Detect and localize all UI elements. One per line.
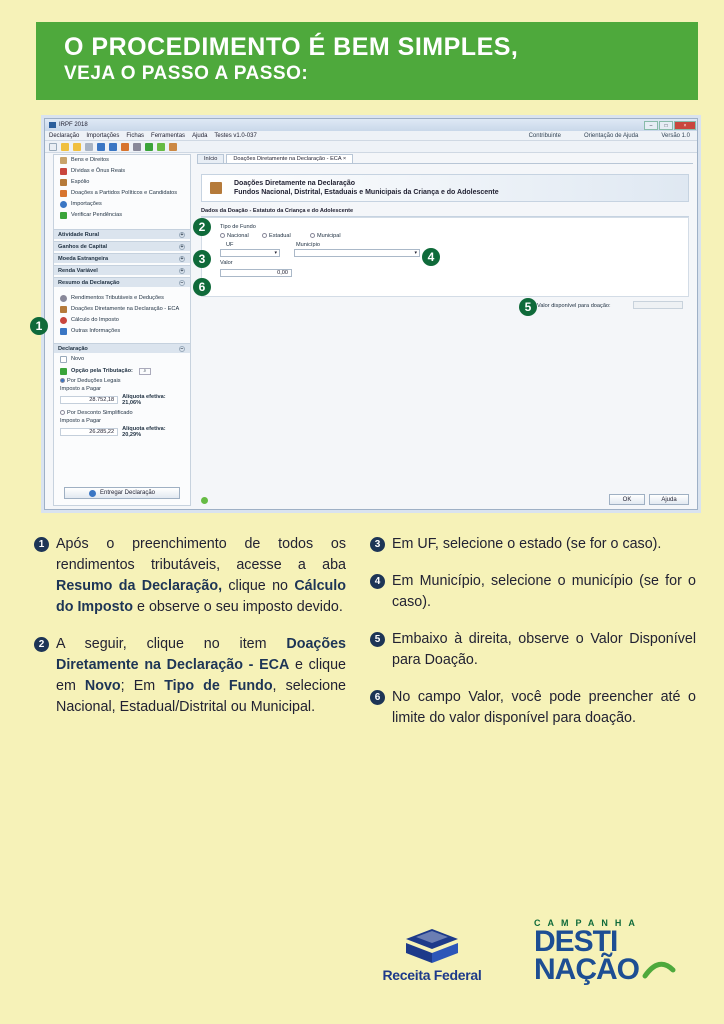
imposto-desconto-value: 26.285,22 <box>60 428 118 436</box>
expand-icon: + <box>180 267 184 274</box>
imposto-deducoes-value: 28.752,18 <box>60 396 118 404</box>
sidebar-item-outras[interactable]: Outras Informações <box>54 326 190 337</box>
step-2: 2 A seguir, clique no item Doações Diretamente na Declaração - ECA e clique em Novo; Em Tipo de Fundo, selecione Nacional, Estadual/Distrital ou Municipal. <box>34 634 346 718</box>
imposto-desconto-row <box>60 426 184 438</box>
expand-icon: + <box>180 231 184 238</box>
step-5: 5 Embaixo à direita, observe o Valor Disponível para Doação. <box>370 629 696 671</box>
menu-importacoes[interactable]: Importações <box>86 132 120 139</box>
badge-2: 2 <box>193 218 211 236</box>
donation-icon <box>210 182 222 194</box>
menu-fichas[interactable]: Fichas <box>126 132 145 139</box>
ajuda-button[interactable]: Ajuda <box>649 494 689 505</box>
sidebar-item-partidos[interactable]: Doações a Partidos Políticos e Candidatos <box>54 188 190 199</box>
sidebar-item-rendimentos[interactable]: Rendimentos Tributáveis e Deduções <box>54 293 190 304</box>
tab-inicio[interactable]: Início <box>197 154 224 163</box>
tab-doacoes-eca[interactable]: Doações Diretamente na Declaração - ECA × <box>226 154 353 163</box>
check-icon <box>60 212 67 219</box>
sidebar-item-espolio[interactable]: Espólio <box>54 177 190 188</box>
page-title: Doações Diretamente na Declaração <box>234 180 355 187</box>
donation-icon <box>60 306 67 313</box>
badge-5: 5 <box>519 298 537 316</box>
sidebar-item-calculo[interactable]: Cálculo do Imposto <box>54 315 190 326</box>
save-icon[interactable] <box>97 143 105 151</box>
report-icon[interactable] <box>157 143 165 151</box>
window-titlebar <box>45 119 697 131</box>
desti-text: DESTI <box>534 925 618 958</box>
open-folder-icon[interactable] <box>61 143 69 151</box>
aliquota-desconto: Alíquota efetiva: 20,29% <box>122 426 166 438</box>
radio-desconto[interactable]: Por Desconto Simplificado <box>54 409 190 417</box>
valor-disponivel-label: Valor disponível para doação: <box>537 303 611 309</box>
tipo-fundo-label: Tipo de Fundo <box>220 224 256 230</box>
toolbar <box>45 141 697 153</box>
radio-estadual[interactable]: Estadual <box>262 233 291 239</box>
step-3-number: 3 <box>370 537 385 552</box>
ok-button[interactable]: OK <box>609 494 645 505</box>
step-5-number: 5 <box>370 632 385 647</box>
nacao-text: NAÇÃO <box>534 953 639 986</box>
menu-ferramentas[interactable]: Ferramentas <box>151 132 186 139</box>
banner-title-line2: VEJA O PASSO A PASSO: <box>64 63 309 84</box>
badge-3: 3 <box>193 250 211 268</box>
document-icon <box>60 295 67 302</box>
page-header <box>201 174 689 202</box>
close-button[interactable]: × <box>674 121 696 130</box>
collapse-icon: − <box>180 345 184 352</box>
import-icon[interactable] <box>109 143 117 151</box>
valor-input[interactable]: 0,00 <box>220 269 292 277</box>
banner-title-line1: O PROCEDIMENTO É BEM SIMPLES, <box>64 33 519 61</box>
new-file-icon[interactable] <box>49 143 57 151</box>
step-4: 4 Em Município, selecione o município (se for o caso). <box>370 571 696 613</box>
search-icon[interactable]: ⌕ <box>139 368 151 375</box>
debt-icon <box>60 168 67 175</box>
sidebar-item-doacoes-eca[interactable]: Doações Diretamente na Declaração - ECA <box>54 304 190 315</box>
step-2-number: 2 <box>34 637 49 652</box>
valor-disponivel-field <box>633 301 683 309</box>
section-resumo-declaracao[interactable]: Resumo da Declaração − <box>54 277 190 287</box>
receita-federal-emblem-icon <box>376 925 488 967</box>
aliquota-deducoes: Alíquota efetiva: 21,06% <box>122 394 166 406</box>
steps-right-column <box>370 534 696 745</box>
valor-label: Valor <box>220 260 233 266</box>
info-icon <box>60 328 67 335</box>
status-icon <box>201 497 208 504</box>
section-renda-variavel[interactable]: Renda Variável + <box>54 265 190 275</box>
badge-4: 4 <box>422 248 440 266</box>
step-3: 3 Em UF, selecione o estado (se for o caso). <box>370 534 696 555</box>
step-4-number: 4 <box>370 574 385 589</box>
radio-nacional[interactable]: Nacional <box>220 233 249 239</box>
destinacao-logo <box>534 918 706 998</box>
menu-testes[interactable]: Testes v1.0-037 <box>214 132 257 139</box>
step-6-number: 6 <box>370 690 385 705</box>
folder-icon[interactable] <box>73 143 81 151</box>
section-moeda-estrangeira[interactable]: Moeda Estrangeira + <box>54 253 190 263</box>
main-panel <box>197 154 693 506</box>
print-icon[interactable] <box>133 143 141 151</box>
menu-bar <box>45 131 697 141</box>
contribuinte-link[interactable]: Contribuinte <box>528 132 561 139</box>
coins-icon <box>60 368 67 375</box>
calculator-icon <box>60 317 67 324</box>
badge-1: 1 <box>30 317 48 335</box>
app-icon <box>49 122 56 128</box>
uf-select[interactable]: ▾ <box>220 249 280 257</box>
page-subtitle: Fundos Nacional, Distrital, Estaduais e Municipais da Criança e do Adolescente <box>234 189 499 196</box>
nacao-row <box>534 953 706 986</box>
sidebar-item-bens[interactable]: Bens e Direitos <box>54 155 190 166</box>
minimize-button[interactable]: – <box>644 121 658 130</box>
house-icon <box>60 157 67 164</box>
delete-icon[interactable] <box>85 143 93 151</box>
sidebar-item-dividas[interactable]: Dívidas e Ônus Reais <box>54 166 190 177</box>
sidebar <box>53 154 191 506</box>
people-icon <box>60 179 67 186</box>
receita-federal-logo <box>376 925 488 987</box>
sidebar-item-novo[interactable]: Novo <box>54 354 190 365</box>
book-icon[interactable] <box>169 143 177 151</box>
import-icon <box>60 201 67 208</box>
imposto-deducoes-row <box>60 394 184 406</box>
send-icon <box>89 490 96 497</box>
donation-icon <box>60 190 67 197</box>
step-1: 1 Após o preenchimento de todos os rendimentos tributáveis, acesse a aba Resumo da Declaração, clique no Cálculo do Imposto e observe o seu imposto devido. <box>34 534 346 618</box>
collapse-icon: − <box>180 279 184 286</box>
section-declaracao[interactable]: Declaração − <box>54 343 190 353</box>
expand-icon: + <box>180 243 184 250</box>
sidebar-item-pendencias[interactable]: Verificar Pendências <box>54 210 190 221</box>
steps-left-column <box>34 534 346 734</box>
window-title: IRPF 2018 <box>59 122 88 128</box>
imposto-pagar-label: Imposto a Pagar <box>60 386 102 392</box>
badge-6: 6 <box>193 278 211 296</box>
title-banner <box>36 22 698 100</box>
section-ganhos-capital[interactable]: Ganhos de Capital + <box>54 241 190 251</box>
expand-icon: + <box>180 255 184 262</box>
check-icon[interactable] <box>145 143 153 151</box>
campanha-text: CAMPANHA <box>534 918 642 928</box>
step-6: 6 No campo Valor, você pode preencher até o limite do valor disponível para doação. <box>370 687 696 729</box>
maximize-button[interactable]: □ <box>659 121 673 130</box>
section-atividade-rural[interactable]: Atividade Rural + <box>54 229 190 239</box>
donation-form <box>201 217 689 297</box>
opcao-tributacao: Opção pela Tributação: ⌕ <box>54 365 190 377</box>
form-title: Dados da Doação - Estatuto da Criança e do Adolescente <box>201 208 689 217</box>
menu-declaracao[interactable]: Declaração <box>49 132 80 139</box>
entregar-declaracao-button[interactable]: Entregar Declaração <box>64 487 180 499</box>
municipio-select[interactable]: ▾ <box>294 249 420 257</box>
radio-municipal[interactable]: Municipal <box>310 233 341 239</box>
menu-ajuda[interactable]: Ajuda <box>192 132 208 139</box>
tools-icon[interactable] <box>121 143 129 151</box>
tab-strip <box>197 154 693 164</box>
versao-link[interactable]: Versão 1.0 <box>661 132 690 139</box>
receita-federal-text: Receita Federal <box>382 967 482 983</box>
radio-deducoes[interactable]: Por Deduções Legais <box>54 377 190 385</box>
arrow-swoosh-icon <box>641 958 677 982</box>
irpf-screenshot <box>44 118 698 510</box>
orientacao-link[interactable]: Orientação de Ajuda <box>583 132 639 139</box>
step-1-number: 1 <box>34 537 49 552</box>
uf-label: UF <box>226 242 234 248</box>
sidebar-item-importacoes[interactable]: Importações <box>54 199 190 210</box>
imposto-pagar-label-2: Imposto a Pagar <box>60 418 102 424</box>
municipio-label: Município <box>296 242 320 248</box>
new-file-icon <box>60 356 67 363</box>
